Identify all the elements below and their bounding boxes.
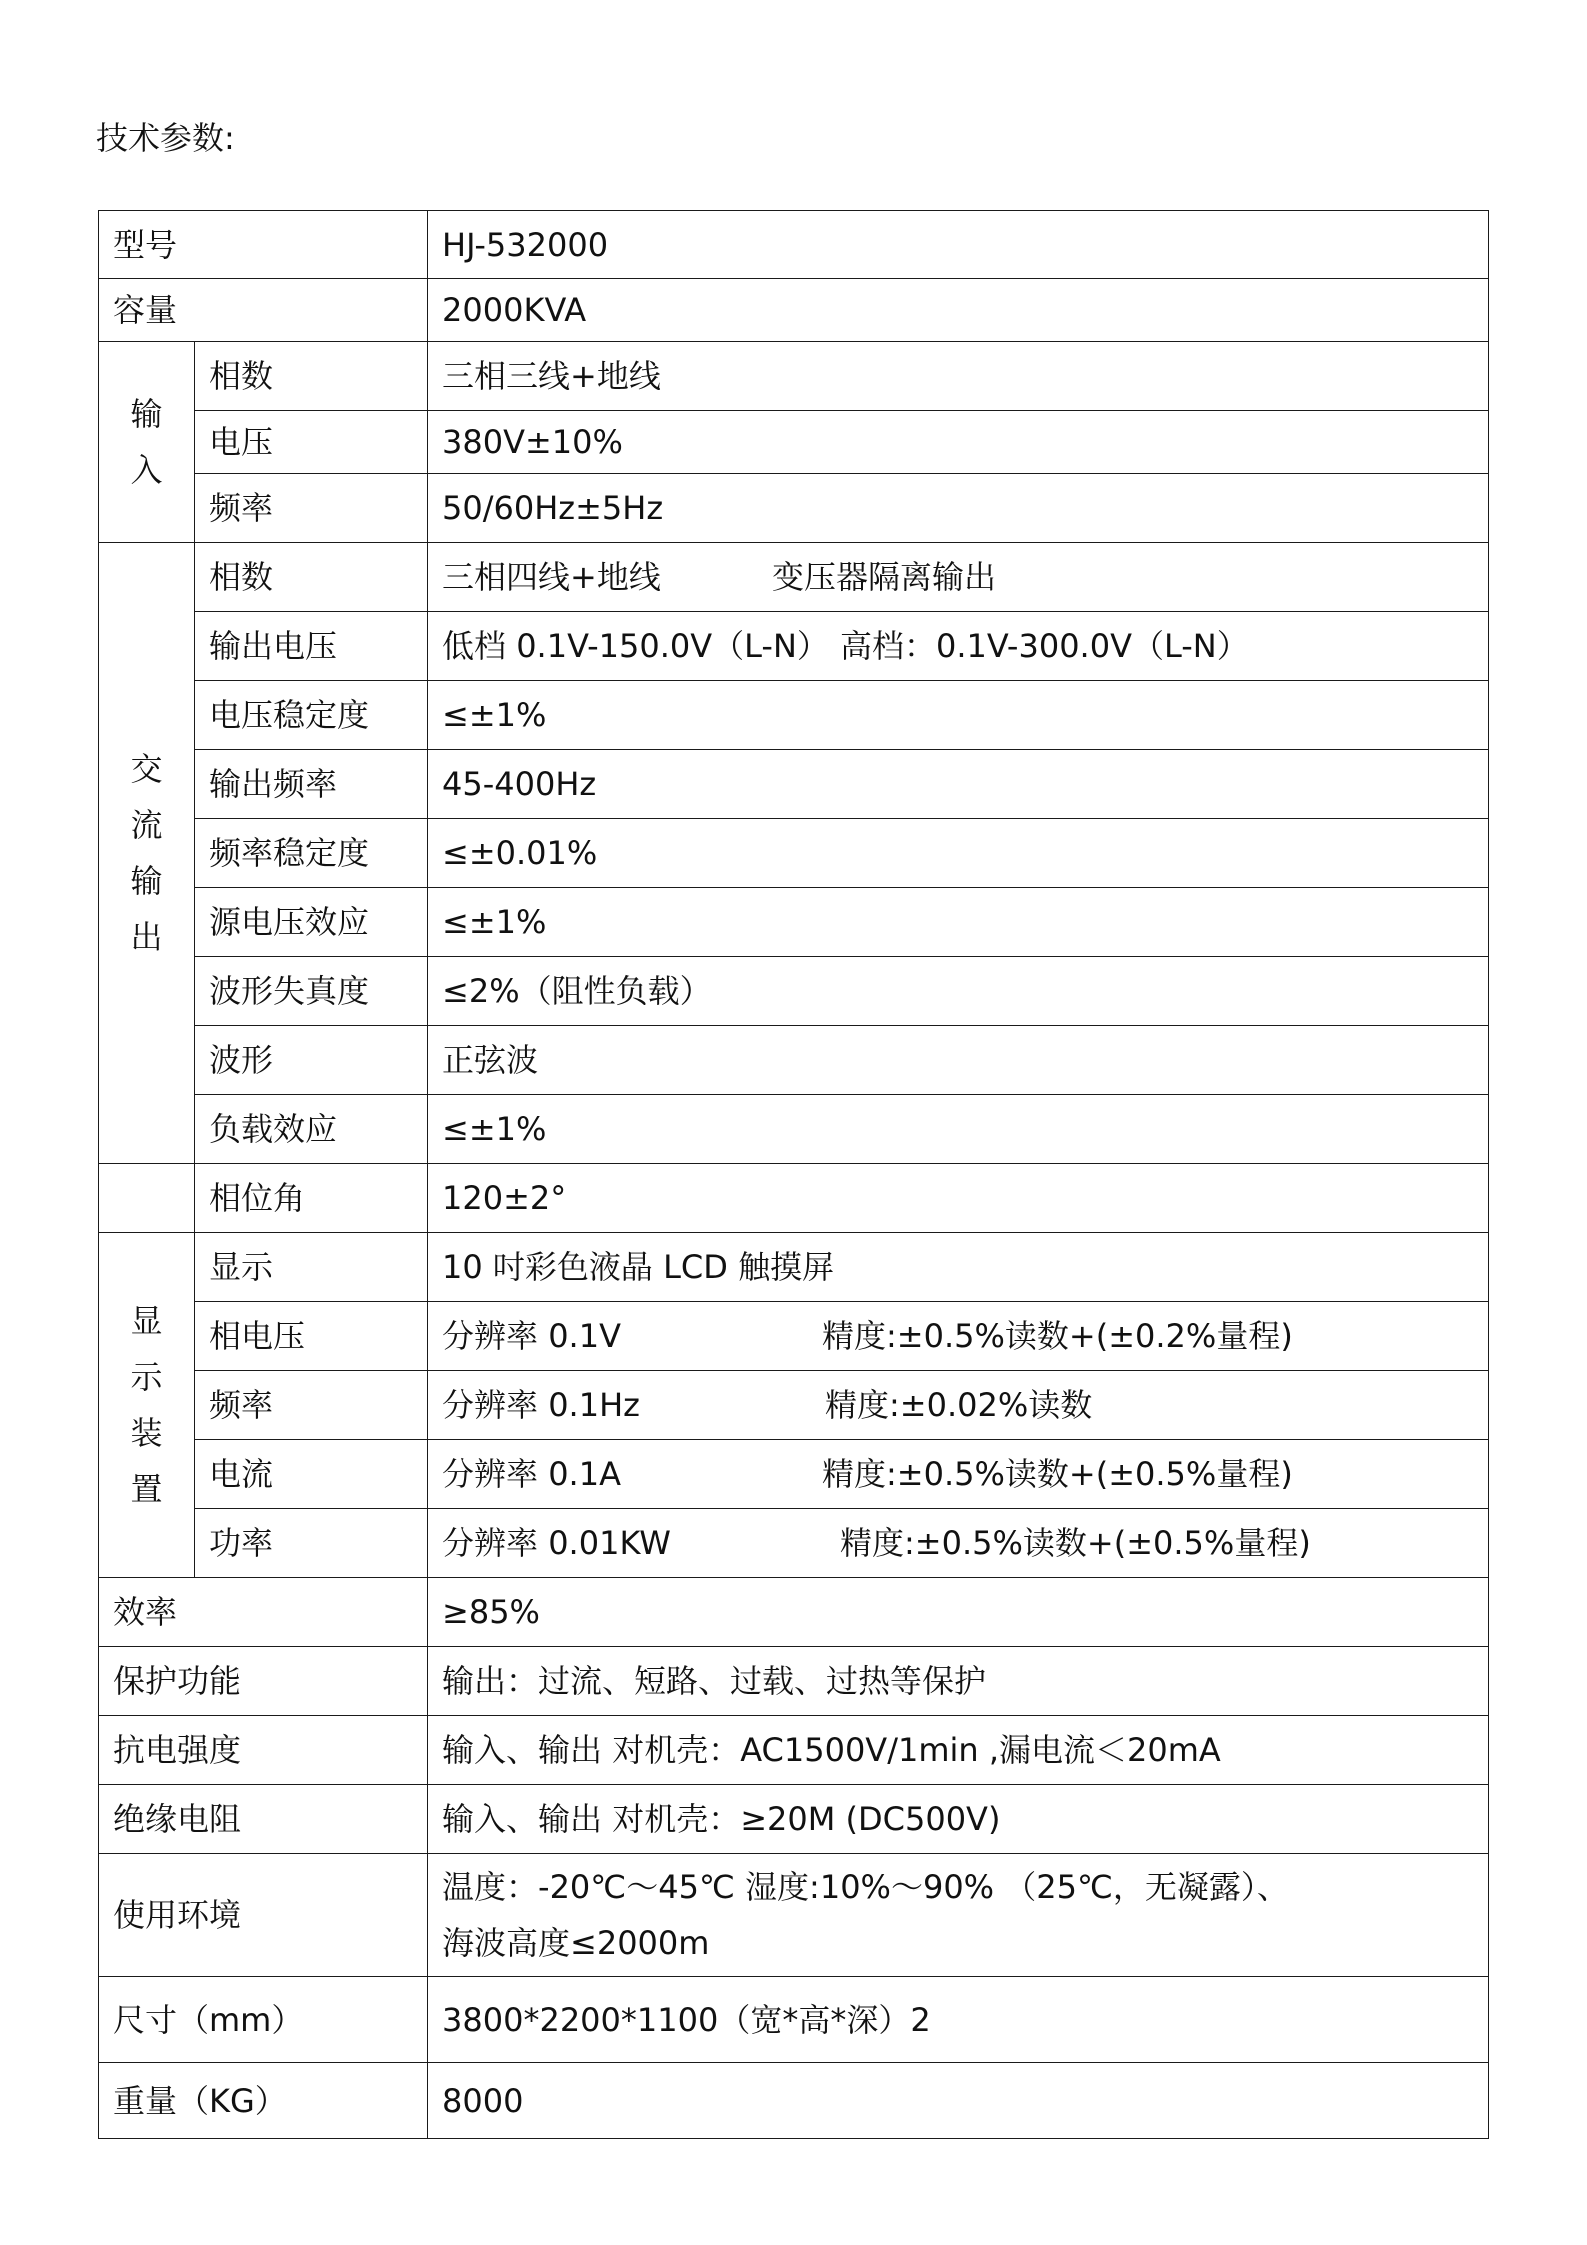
value-efficiency: ≥85% — [428, 1578, 1489, 1647]
row-phase-angle — [99, 1164, 1489, 1233]
label-output-frequency: 输出频率 — [195, 750, 428, 819]
ac-voltage-high: 高档：0.1V-300.0V（L-N） — [840, 627, 1249, 665]
group-input-char-1: 输 — [130, 395, 163, 433]
label-display-frequency: 频率 — [195, 1371, 428, 1440]
label-weight: 重量（KG） — [99, 2063, 428, 2139]
value-load-effect: ≤±1% — [428, 1095, 1489, 1164]
value-size: 3800*2200*1100（宽*高*深）2 — [428, 1977, 1489, 2063]
group-input-char-2: 入 — [130, 451, 163, 489]
label-efficiency: 效率 — [99, 1578, 428, 1647]
value-input-phase: 三相三线+地线 — [428, 342, 1489, 411]
row-voltage-stability — [99, 681, 1489, 750]
value-ac-phase — [428, 543, 1489, 612]
environment-line-2: 海波高度≤2000m — [442, 1924, 710, 1962]
label-voltage-stability: 电压稳定度 — [195, 681, 428, 750]
group-ac-output — [99, 543, 195, 1164]
row-model — [99, 211, 1489, 279]
label-input-frequency: 频率 — [195, 474, 428, 543]
row-distortion — [99, 957, 1489, 1026]
row-dielectric — [99, 1716, 1489, 1785]
label-input-phase: 相数 — [195, 342, 428, 411]
display-frequency-accuracy: 精度:±0.02%读数 — [825, 1386, 1093, 1424]
phase-voltage-resolution: 分辨率 0.1V — [442, 1317, 621, 1355]
row-environment — [99, 1854, 1489, 1977]
row-output-frequency — [99, 750, 1489, 819]
value-frequency-stability: ≤±0.01% — [428, 819, 1489, 888]
row-input-voltage — [99, 411, 1489, 474]
value-waveform: 正弦波 — [428, 1026, 1489, 1095]
label-waveform: 波形 — [195, 1026, 428, 1095]
value-display-power — [428, 1509, 1489, 1578]
value-phase-voltage — [428, 1302, 1489, 1371]
label-environment: 使用环境 — [99, 1854, 428, 1977]
ac-phase-value: 三相四线+地线 — [442, 558, 661, 596]
row-size — [99, 1977, 1489, 2063]
spec-table — [98, 210, 1489, 2139]
value-input-voltage: 380V±10% — [428, 411, 1489, 474]
row-weight — [99, 2063, 1489, 2139]
label-source-effect: 源电压效应 — [195, 888, 428, 957]
row-display-frequency — [99, 1371, 1489, 1440]
value-source-effect: ≤±1% — [428, 888, 1489, 957]
label-phase-angle: 相位角 — [195, 1164, 428, 1233]
value-protection: 输出：过流、短路、过载、过热等保护 — [428, 1647, 1489, 1716]
group-ac-char-2: 流 — [130, 806, 163, 844]
value-weight: 8000 — [428, 2063, 1489, 2139]
value-dielectric: 输入、输出 对机壳：AC1500V/1min ,漏电流＜20mA — [428, 1716, 1489, 1785]
label-capacity: 容量 — [99, 279, 428, 342]
value-voltage-stability: ≤±1% — [428, 681, 1489, 750]
value-display-current — [428, 1440, 1489, 1509]
label-frequency-stability: 频率稳定度 — [195, 819, 428, 888]
row-efficiency — [99, 1578, 1489, 1647]
label-display-power: 功率 — [195, 1509, 428, 1578]
label-size: 尺寸（mm） — [99, 1977, 428, 2063]
group-display-char-1: 显 — [130, 1302, 163, 1340]
row-waveform — [99, 1026, 1489, 1095]
row-display-current — [99, 1440, 1489, 1509]
row-input-frequency — [99, 474, 1489, 543]
value-output-frequency: 45-400Hz — [428, 750, 1489, 819]
display-frequency-resolution: 分辨率 0.1Hz — [442, 1386, 640, 1424]
value-distortion: ≤2%（阻性负载） — [428, 957, 1489, 1026]
label-ac-phase: 相数 — [195, 543, 428, 612]
value-model: HJ-532000 — [428, 211, 1489, 279]
label-display-current: 电流 — [195, 1440, 428, 1509]
group-display-char-2: 示 — [130, 1358, 163, 1396]
label-display-screen: 显示 — [195, 1233, 428, 1302]
row-protection — [99, 1647, 1489, 1716]
value-capacity: 2000KVA — [428, 279, 1489, 342]
row-capacity — [99, 279, 1489, 342]
row-source-effect — [99, 888, 1489, 957]
value-environment — [428, 1854, 1489, 1977]
environment-line-1: 温度：-20℃～45℃ 湿度:10%～90% （25℃，无凝露）、 — [442, 1868, 1289, 1906]
value-display-frequency — [428, 1371, 1489, 1440]
label-distortion: 波形失真度 — [195, 957, 428, 1026]
row-display-screen — [99, 1233, 1489, 1302]
value-display-screen: 10 吋彩色液晶 LCD 触摸屏 — [428, 1233, 1489, 1302]
label-dielectric: 抗电强度 — [99, 1716, 428, 1785]
label-model: 型号 — [99, 211, 428, 279]
display-power-resolution: 分辨率 0.01KW — [442, 1524, 671, 1562]
label-protection: 保护功能 — [99, 1647, 428, 1716]
value-insulation: 输入、输出 对机壳：≥20M (DC500V) — [428, 1785, 1489, 1854]
value-ac-voltage — [428, 612, 1489, 681]
ac-voltage-low: 低档 0.1V-150.0V（L-N） — [442, 627, 829, 665]
row-phase-voltage — [99, 1302, 1489, 1371]
label-ac-voltage: 输出电压 — [195, 612, 428, 681]
label-load-effect: 负载效应 — [195, 1095, 428, 1164]
row-load-effect — [99, 1095, 1489, 1164]
group-ac-char-4: 出 — [130, 918, 163, 956]
group-ac-char-1: 交 — [130, 750, 163, 788]
label-phase-voltage: 相电压 — [195, 1302, 428, 1371]
group-display-char-3: 装 — [130, 1414, 163, 1452]
group-display-char-4: 置 — [130, 1470, 163, 1508]
group-empty — [99, 1164, 195, 1233]
row-insulation — [99, 1785, 1489, 1854]
row-ac-phase — [99, 543, 1489, 612]
row-ac-voltage — [99, 612, 1489, 681]
value-phase-angle: 120±2° — [428, 1164, 1489, 1233]
display-current-accuracy: 精度:±0.5%读数+(±0.5%量程) — [822, 1455, 1293, 1493]
display-current-resolution: 分辨率 0.1A — [442, 1455, 621, 1493]
group-input — [99, 342, 195, 543]
label-input-voltage: 电压 — [195, 411, 428, 474]
label-insulation: 绝缘电阻 — [99, 1785, 428, 1854]
page-title: 技术参数: — [96, 119, 235, 157]
group-display — [99, 1233, 195, 1578]
display-power-accuracy: 精度:±0.5%读数+(±0.5%量程) — [840, 1524, 1311, 1562]
row-frequency-stability — [99, 819, 1489, 888]
row-display-power — [99, 1509, 1489, 1578]
group-ac-char-3: 输 — [130, 862, 163, 900]
row-input-phase — [99, 342, 1489, 411]
ac-phase-extra: 变压器隔离输出 — [772, 558, 997, 596]
phase-voltage-accuracy: 精度:±0.5%读数+(±0.2%量程) — [822, 1317, 1293, 1355]
value-input-frequency: 50/60Hz±5Hz — [428, 474, 1489, 543]
